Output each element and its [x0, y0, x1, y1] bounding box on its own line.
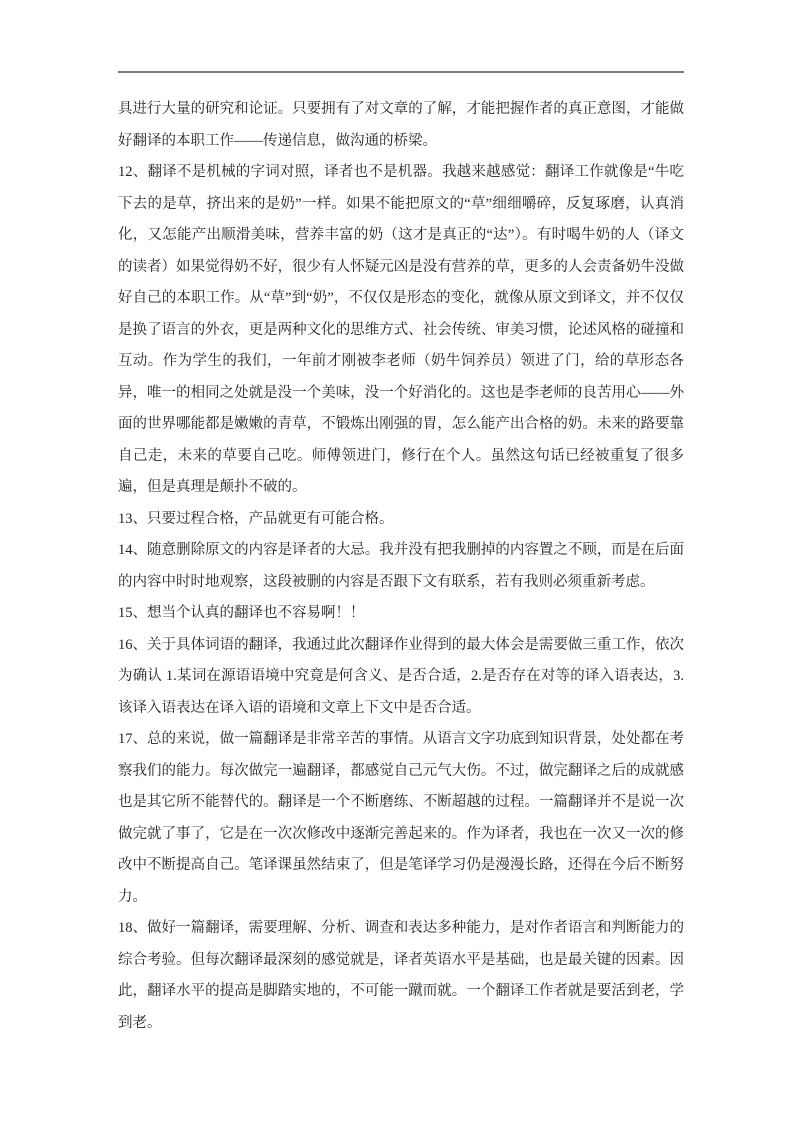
- paragraph-15: 15、想当个认真的翻译也不容易啊！！: [118, 605, 365, 621]
- paragraph-18: 18、做好一篇翻译，需要理解、分析、调查和表达多种能力，是对作者语言和判断能力的综合考验。但每次翻译最深刻的感觉就是，译者英语水平是基础，也是最关键的因素。因此，翻译水平的提高是脚踏实地的，不可能一蹴而就。一个翻译工作者就是要活到老，学到老。: [118, 920, 684, 1031]
- paragraph-14: 14、随意删除原文的内容是译者的大忌。我并没有把我删掉的内容置之不顾，而是在后面的内容中时时地观察，这段被删的内容是否跟下文有联系，若有我则必须重新考虑。: [118, 542, 684, 590]
- paragraph-17: 17、总的来说，做一篇翻译是非常辛苦的事情。从语言文字功底到知识背景，处处都在考察我们的能力。每次做完一遍翻译，都感觉自己元气大伤。不过，做完翻译之后的成就感也是其它所不能替代的。翻译是一个不断磨练、不断超越的过程。一篇翻译并不是说一次做完就了事了，它是在一次次修改中逐渐完善起来的。作为译者，我也在一次又一次的修改中不断提高自己。笔译课虽然结束了，但是笔译学习仍是漫漫长路，还得在今后不断努力。: [118, 731, 684, 905]
- paragraph-16: 16、关于具体词语的翻译，我通过此次翻译作业得到的最大体会是需要做三重工作，依次为确认 1.某词在源语语境中究竟是何含义、是否合适，2.是否存在对等的译入语表达，3.该译入语表达在译入语的语境和文章上下文中是否合适。: [118, 636, 684, 716]
- paragraph-13: 13、只要过程合格，产品就更有可能合格。: [118, 510, 394, 527]
- paragraph-12: 12、翻译不是机械的字词对照，译者也不是机器。我越来越感觉：翻译工作就像是“牛吃下去的是草，挤出来的是奶”一样。如果不能把原文的“草”细细嚼碎，反复琢磨，认真消化，又怎能产出顺滑美味，营养丰富的奶（这才是真正的“达”）。有时喝牛奶的人（译文的读者）如果觉得奶不好，很少有人怀疑元凶是没有营养的草，更多的人会责备奶牛没做好自己的本职工作。从“草”到“奶”，不仅仅是形态的变化，就像从原文到译文，并不仅仅是换了语言的外衣，更是两种文化的思维方式、社会传统、审美习惯，论述风格的碰撞和互动。作为学生的我们，一年前才刚被李老师（奶牛饲养员）领进了门，给的草形态各异，唯一的相同之处就是没一个美味，没一个好消化的。这也是李老师的良苦用心——外面的世界哪能都是嫩嫩的青草，不锻炼出刚强的胃，怎么能产出合格的奶。未来的路要靠自己走，未来的草要自己吃。师傅领进门，修行在个人。虽然这句话已经被重复了很多遍，但是真理是颠扑不破的。: [118, 164, 684, 495]
- document-body: [118, 94, 684, 1039]
- paragraph-continuation: 具进行大量的研究和论证。只要拥有了对文章的了解，才能把握作者的真正意图，才能做好翻译的本职工作——传递信息，做沟通的桥梁。: [118, 101, 684, 149]
- header-rule: [118, 71, 684, 73]
